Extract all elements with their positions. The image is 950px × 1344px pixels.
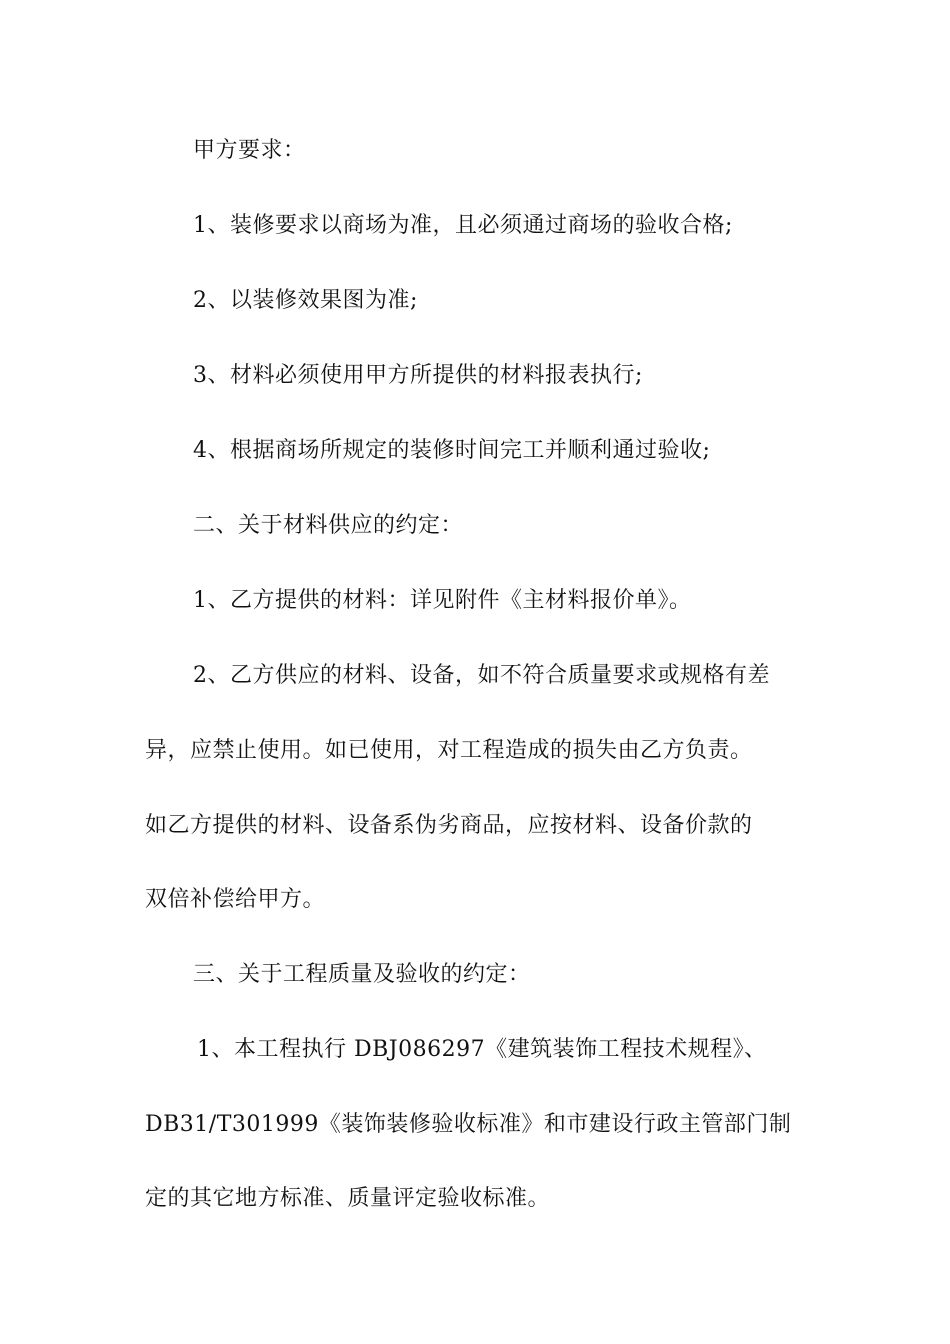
paragraph-line: 2、以装修效果图为准;	[193, 288, 418, 313]
heading-material-supply: 二、关于材料供应的约定：	[193, 513, 464, 538]
paragraph-line: 2、乙方供应的材料、设备，如不符合质量要求或规格有差	[193, 663, 770, 688]
paragraph-line: 4、根据商场所规定的装修时间完工并顺利通过验收;	[193, 438, 711, 463]
heading-quality-acceptance: 三、关于工程质量及验收的约定：	[193, 962, 531, 987]
paragraph-line: 双倍补偿给甲方。	[145, 887, 326, 912]
paragraph-line: 异，应禁止使用。如已使用，对工程造成的损失由乙方负责。	[145, 738, 753, 763]
paragraph-line: 1、乙方提供的材料：详见附件《主材料报价单》。	[193, 588, 692, 613]
paragraph-line: DB31/T301999《装饰装修验收标准》和市建设行政主管部门制	[145, 1112, 792, 1137]
paragraph-line: 如乙方提供的材料、设备系伪劣商品，应按材料、设备价款的	[145, 813, 753, 838]
heading-party-a-requirements: 甲方要求：	[193, 138, 306, 163]
paragraph-line: 1、本工程执行 DBJ086297《建筑装饰工程技术规程》、	[197, 1037, 767, 1062]
paragraph-line: 定的其它地方标准、质量评定验收标准。	[145, 1186, 551, 1211]
paragraph-line: 1、装修要求以商场为准，且必须通过商场的验收合格;	[193, 213, 733, 238]
paragraph-line: 3、材料必须使用甲方所提供的材料报表执行;	[193, 363, 643, 388]
